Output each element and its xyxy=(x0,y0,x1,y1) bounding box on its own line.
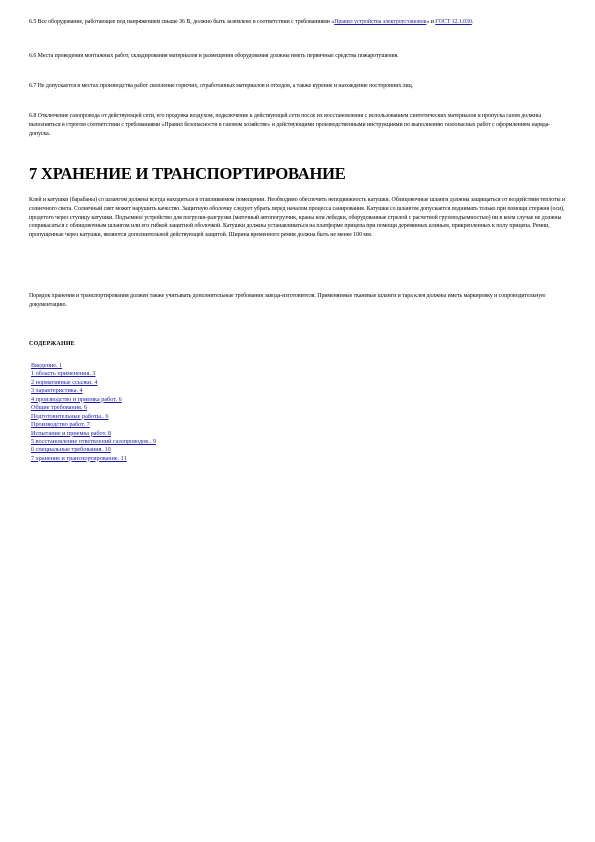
toc-item xyxy=(31,370,156,378)
toc-item xyxy=(31,446,156,454)
paragraph-6-5 xyxy=(29,18,566,27)
toc-item xyxy=(31,396,156,404)
toc-link[interactable]: Производство работ. 7 xyxy=(31,421,90,429)
toc-item xyxy=(31,379,156,387)
toc-link[interactable]: Введение. 1 xyxy=(31,362,63,369)
toc-link[interactable]: Общие требования. 6 xyxy=(31,404,88,412)
paragraph-6-7: 6.7 Не допускается в местах производства работ скопление горючих, отработанных материалов и отходов, а также курение и нахождение посторонних лиц. xyxy=(29,83,414,89)
electrical-rules-link[interactable]: Правил устройства электроустановок xyxy=(334,19,427,25)
section-heading: 7 ХРАНЕНИЕ И ТРАНСПОРТИРОВАНИЕ xyxy=(29,164,346,183)
paragraph-6-8: 6.8 Отключение газопровода от действующей сети, его продувка воздухом, подключение к действующей сети после их восстановления с использованием синтетических материалов и пропуска газом должны выполняться в строгом соответствии с требованиями «Правил безопасности в газовом хозяйстве» и действующими производственными инструкциями по выполнению газоопасных работ с оформлением наряда-допуска. xyxy=(29,113,551,137)
paragraph-6-5-text-3: . xyxy=(471,19,474,25)
toc-link[interactable]: Испытание и приемка работ. 8 xyxy=(31,429,111,437)
table-of-contents xyxy=(31,362,156,463)
toc-item xyxy=(31,362,156,370)
toc-item xyxy=(31,430,156,438)
paragraph-7-storage: Клей и катушки (барабаны) со шлангом должны всегда находиться в отапливаемом помещении. Необходимо обеспечить неподвижность катушки. Облицовочные шланги должны защищаться от воздействия теплоты и солнечного света. Солнечный свет может нарушить качество. Защитную оболочку следует убрать перед началом процесса санирования. Катушки со шлангом допускается поднимать только при помощи стержня (оси), продетого через ступицу катушки. Подъемное устройство для погрузки-разгрузки (маточный автопогрузчик, краны или лебедки, оборудованные стрелой с расчетной грузоподъемностью) ни в коем случае не должны соприкасаться с облицовочным шлангом или его гибкой защитной оболочкой. Катушки должны устанавливаться на платформе прицепа при помощи деревянных клиньев, прикрепленных к полу прицепа. Ремни, пропущенные через катушки, являются дополнительной действующей защитой. Ширина временного ремня должна быть не менее 100 мм. xyxy=(29,197,566,239)
paragraph-6-5-text-1: 6.5 Все оборудование, работающее под напряжением свыше 36 В, должно быть заземлено в соответствии с требованиями « xyxy=(29,19,335,25)
toc-link[interactable]: Подготовительные работы.. 6 xyxy=(31,412,109,420)
toc-item xyxy=(31,438,156,446)
toc-item xyxy=(31,455,156,463)
toc-item xyxy=(31,387,156,395)
paragraph-6-6: 6.6 Места проведения монтажных работ, складирования материалов и размещения оборудования должны иметь первичные средства пожаротушения. xyxy=(29,53,399,59)
toc-item xyxy=(31,421,156,429)
toc-link[interactable]: 6 специальные требования. 10 xyxy=(31,446,111,454)
paragraph-7-order: Порядок хранения и транспортирования должен также учитывать дополнительные требования завода-изготовителя. Применяемые тканевые шланги и тара клея должны иметь маркировку и сопроводительную документацию. xyxy=(29,293,546,308)
toc-link[interactable]: 3 характеристика. 4 xyxy=(31,387,83,395)
paragraph-6-5-text-2: » и xyxy=(426,19,436,25)
toc-item xyxy=(31,413,156,421)
toc-title: СОДЕРЖАНИЕ xyxy=(29,341,75,347)
gost-link[interactable]: ГОСТ 12.1.030 xyxy=(435,19,472,25)
toc-link[interactable]: 5 восстановление ответвлений газопроводов.. 9 xyxy=(31,437,156,445)
toc-item xyxy=(31,404,156,412)
toc-link[interactable]: 1 область применения. 3 xyxy=(31,370,96,378)
toc-link[interactable]: 4 производство и приемка работ. 6 xyxy=(31,395,122,403)
toc-link[interactable]: 2 нормативные ссылки. 4 xyxy=(31,378,98,386)
toc-link[interactable]: 7 хранение и транспортирование. 11 xyxy=(31,454,127,462)
